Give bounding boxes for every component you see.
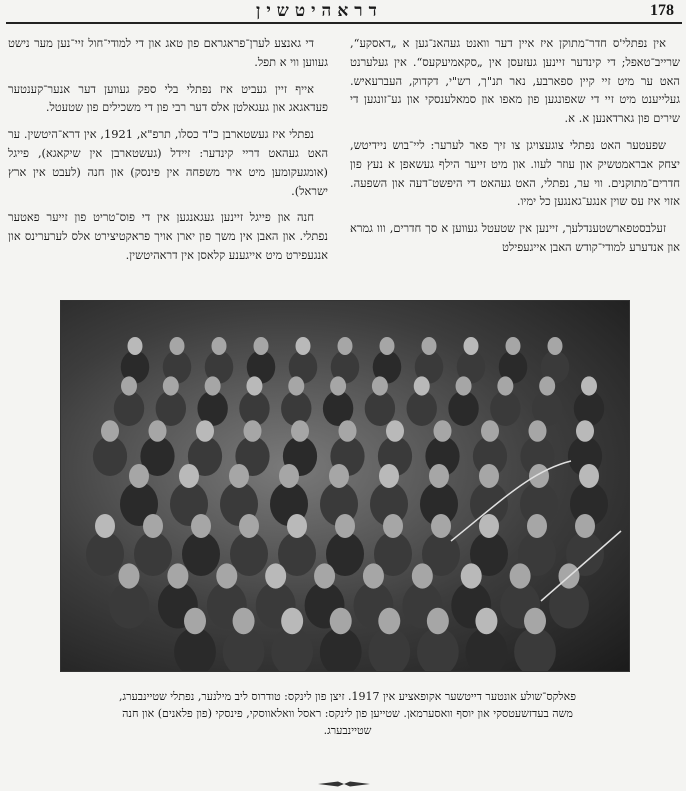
person-figure (197, 376, 227, 426)
paragraph: אייף זיין געביט איז נפתלי בלי ספק געווען דער אנער־קענטער פעדאגאג און געגאלטן אלס דער רבי פון די משכילים פון שטעטל. (8, 81, 328, 115)
paragraph: די גאנצע לערן־פראגראם פון טאג און די למודי־חול זיי־נען מער נישט געווען ווי א תפל. (8, 36, 328, 69)
paragraph: זעלבסטפארשטענדלעך, זיינען אין שטעטל געווען א סך חדרים, ווו גמרא און אנדערע למודי־קודש האבן אייגעפילט (350, 221, 680, 254)
person-figure (532, 376, 562, 426)
person-figure (163, 337, 192, 384)
person-figure (109, 563, 149, 628)
person-figure (289, 337, 318, 384)
person-figure (373, 337, 402, 384)
person-figure (574, 376, 604, 426)
running-title: דראהיטשין (256, 1, 383, 21)
person-figure (407, 376, 437, 426)
person-figure (86, 514, 124, 576)
person-figure (156, 376, 186, 426)
person-figure (205, 337, 234, 384)
text-column-right (350, 34, 680, 265)
divider-ornament (318, 780, 370, 788)
group-photograph (60, 300, 630, 672)
person-figure (323, 376, 353, 426)
paragraph: חנה און פייגל זיינען געגאנגען אין די פוס־טריט פון זייער פאטער נפתלי. און האבן אין משך פון יארן אויך פראקטיצירט אלס לערערינס און אנגעפירט מיט אייגענע קלאסן אין דראהיטשין. (8, 210, 328, 262)
person-figure (239, 376, 269, 426)
person-figure (541, 337, 570, 384)
page-header (6, 0, 682, 24)
person-figure (457, 337, 486, 384)
photo-caption: פאלקס־שולע אונטער דייטשער אקופאציע אין 1917. זיצן פון לינקס: טודרוס ליב מילנער, נפתלי שטיינבערג, משה בעדזשעטסקי און יוסף וואסערמאן. שטייען פון לינקס: ראסל וואלאווסקי, פינסקי (פון פלאנים) און חנה שטיינבערג. (118, 690, 577, 737)
page-number: 178 (650, 2, 674, 19)
person-figure (415, 337, 444, 384)
paragraph: שפעטער האט נפתלי צוגעצויגן צו זיך פאר לערער: ליי־בוש ניידיטש, יצחק אבראמטשיק און עוזר לעוו. און מיט זייער הילף געשאפן א נעץ פון חדרים־מתוקנים. ווי ער, נפתלי, האט געהאט די היפשט־דעה און השפעה. אזוי איז עס שוין אנגע־גאנגען כל ימיו. (350, 137, 680, 209)
person-figure (247, 337, 276, 384)
paragraph: נפתלי איז געשטארבן כ"ד כסלו, תרפ"א, 1921, אין דרא־היטשין. ער האט געהאט דריי קינדער: זיידל (געשטארבן אין שיקאגא), פייגל (אומגעקומען מיט איר משפחה אין פינסק) און חנה (לעבט אין ארץ ישראל). (8, 127, 328, 198)
person-figure (281, 376, 311, 426)
person-figure (121, 337, 150, 384)
person-figure (448, 376, 478, 426)
paragraph: אין נפתלי'ס חדר־מתוקן איז איין דער וואנט געהאנ־גען א „דאסקע“, שרייב־טאפל; די קינדער זיינען געזעסן אין „סקאמיעקעס“. אין געלערנט האט ער מיט זיי קיין ספארבע, נאר תנ"ך, רש"י, דקדוק, העברעאיש. געלייענט מיט זיי די שאפונגען פון מאפו און סמאלענסקי און גע־זונגען די שירים פון גארדאנען א. א. (350, 36, 680, 126)
person-figure (490, 376, 520, 426)
person-figure (331, 337, 360, 384)
person-figure (93, 420, 127, 476)
person-figure (365, 376, 395, 426)
person-figure (499, 337, 528, 384)
text-column-left (8, 34, 328, 273)
person-figure (114, 376, 144, 426)
